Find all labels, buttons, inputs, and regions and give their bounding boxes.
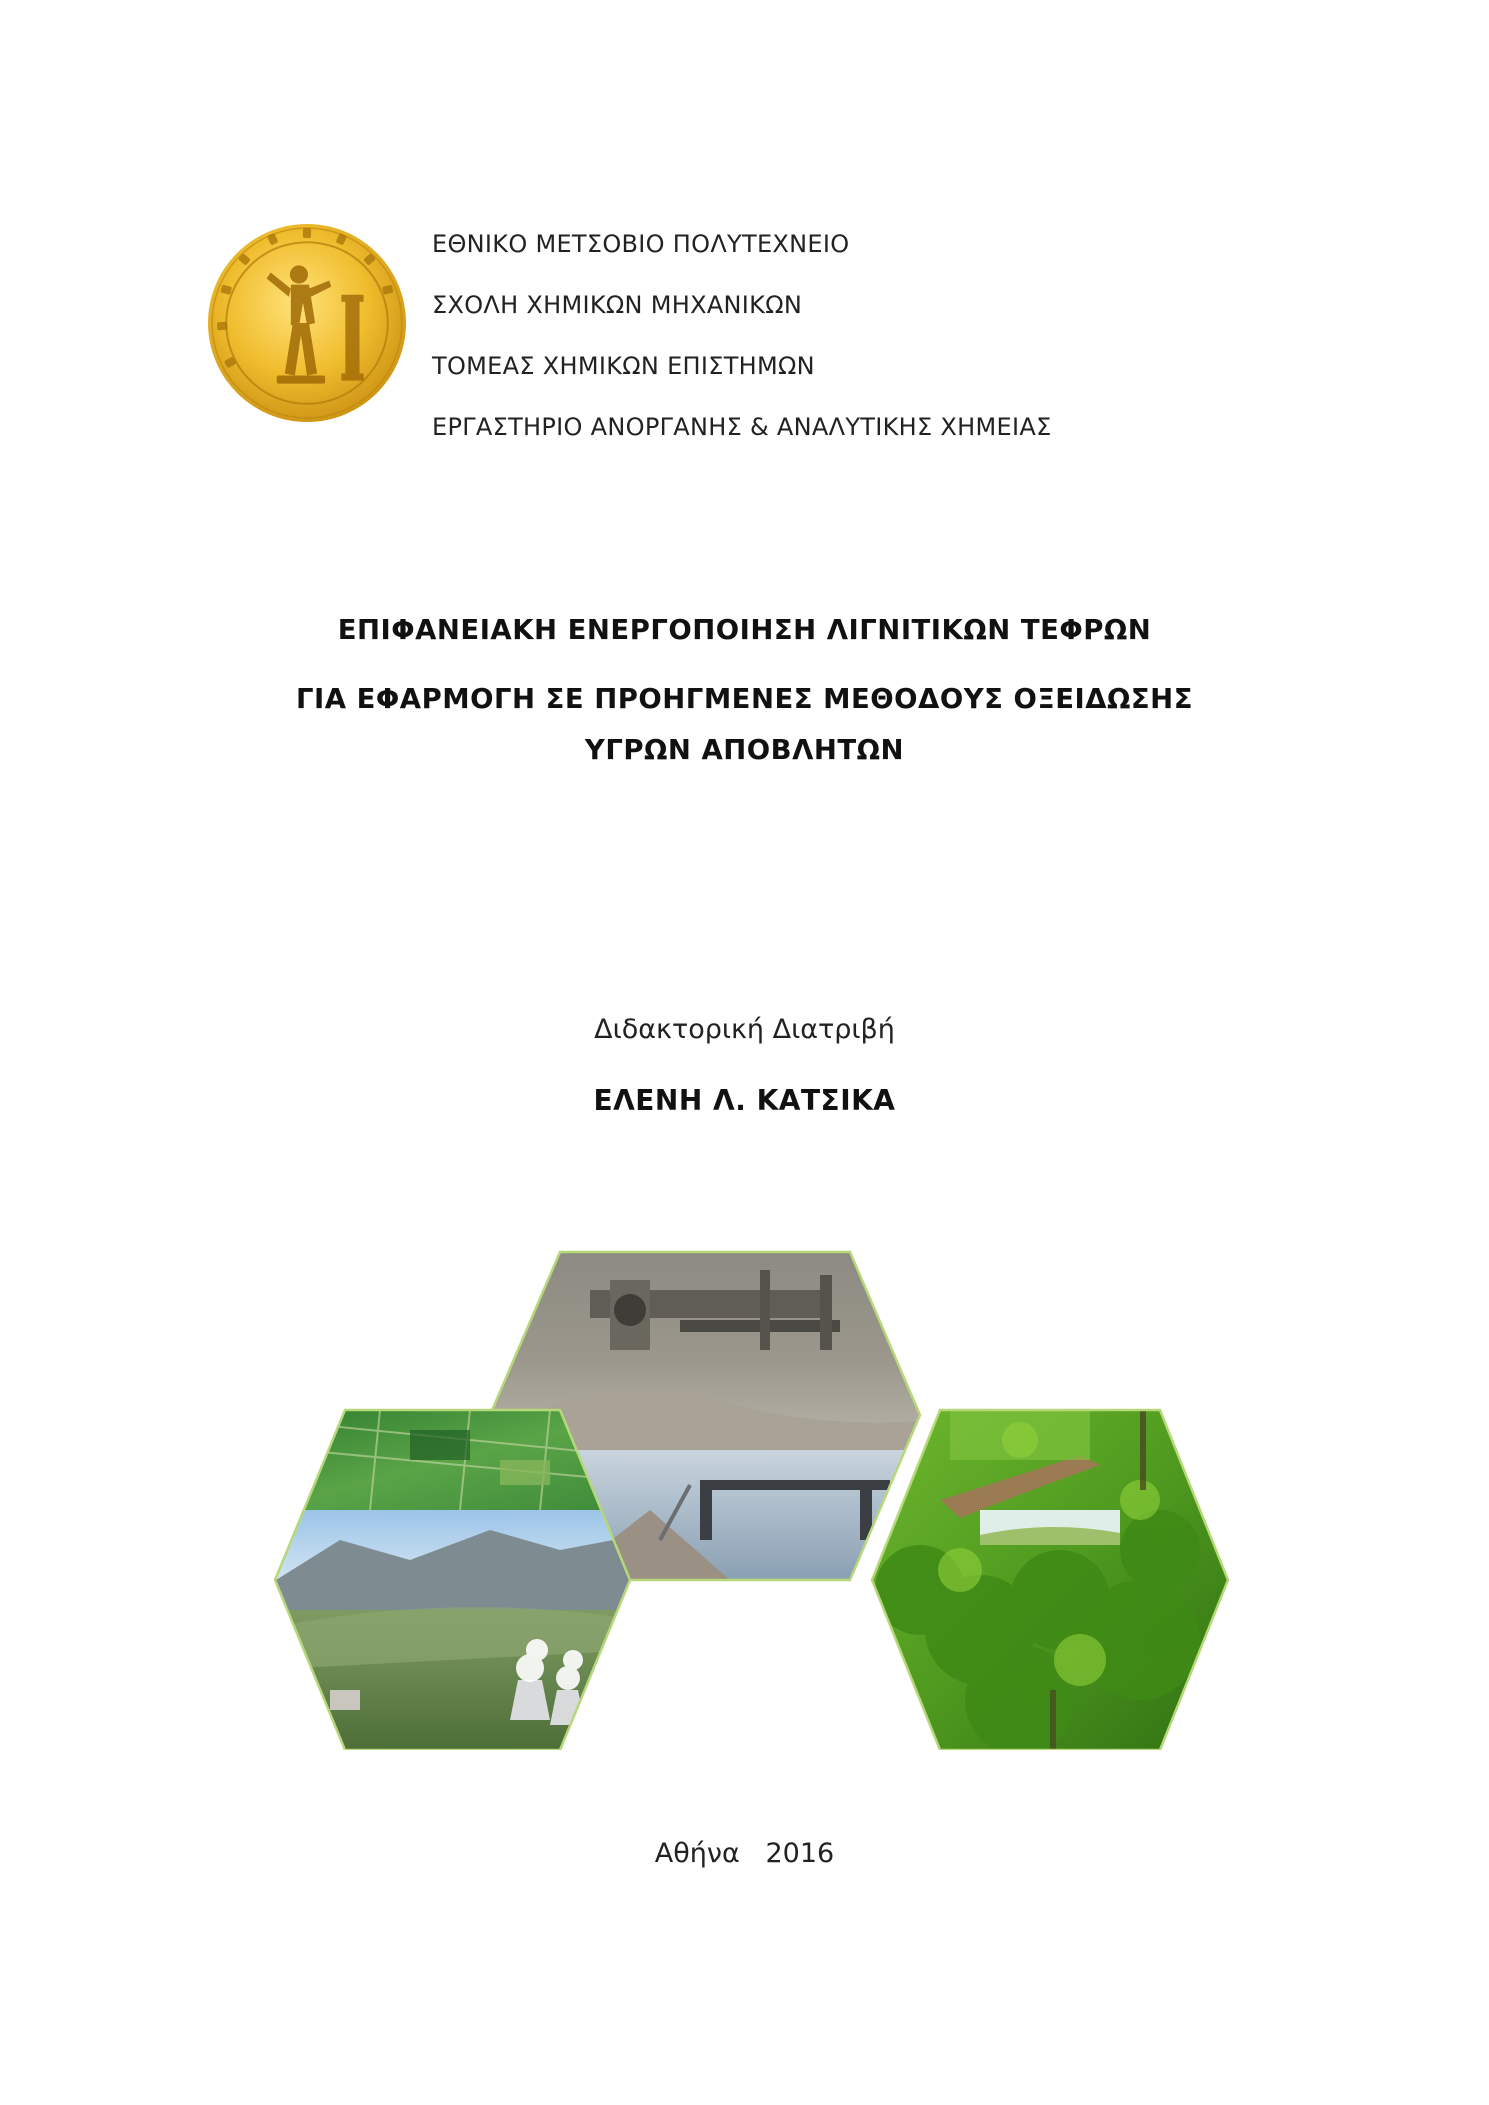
place-year: Αθήνα 2016: [654, 1838, 835, 1869]
institution-line: ΣΧΟΛΗ ΧΗΜΙΚΩΝ ΜΗΧΑΝΙΚΩΝ: [432, 291, 803, 319]
institution-header: [432, 214, 1052, 458]
university-seal-icon: [206, 222, 408, 424]
title-line: ΥΓΡΩΝ ΑΠΟΒΛΗΤΩΝ: [584, 734, 905, 766]
hexagon-collage: [260, 1250, 1240, 1750]
thesis-type: Διδακτορική Διατριβή: [594, 1014, 895, 1045]
thesis-title: [0, 606, 1489, 774]
institution-line: ΕΡΓΑΣΤΗΡΙΟ ΑΝΟΡΓΑΝΗΣ & ΑΝΑΛΥΤΙΚΗΣ ΧΗΜΕΙΑΣ: [432, 413, 1052, 441]
title-line: ΕΠΙΦΑΝΕΙΑΚΗ ΕΝΕΡΓΟΠΟΙΗΣΗ ΛΙΓΝΙΤΙΚΩΝ ΤΕΦΡΩΝ: [337, 614, 1152, 646]
title-line: ΓΙΑ ΕΦΑΡΜΟΓΗ ΣΕ ΠΡΟΗΓΜΕΝΕΣ ΜΕΘΟΔΟΥΣ ΟΞΕΙΔΩΣΗΣ: [296, 683, 1193, 715]
author-name: ΕΛΕΝΗ Λ. ΚΑΤΣΙΚΑ: [593, 1084, 896, 1117]
green-forest-photo-icon: [860, 1400, 1240, 1750]
institution-line: ΤΟΜΕΑΣ ΧΗΜΙΚΩΝ ΕΠΙΣΤΗΜΩΝ: [432, 352, 815, 380]
institution-line: ΕΘΝΙΚΟ ΜΕΤΣΟΒΙΟ ΠΟΛΥΤΕΧΝΕΙΟ: [432, 230, 850, 258]
